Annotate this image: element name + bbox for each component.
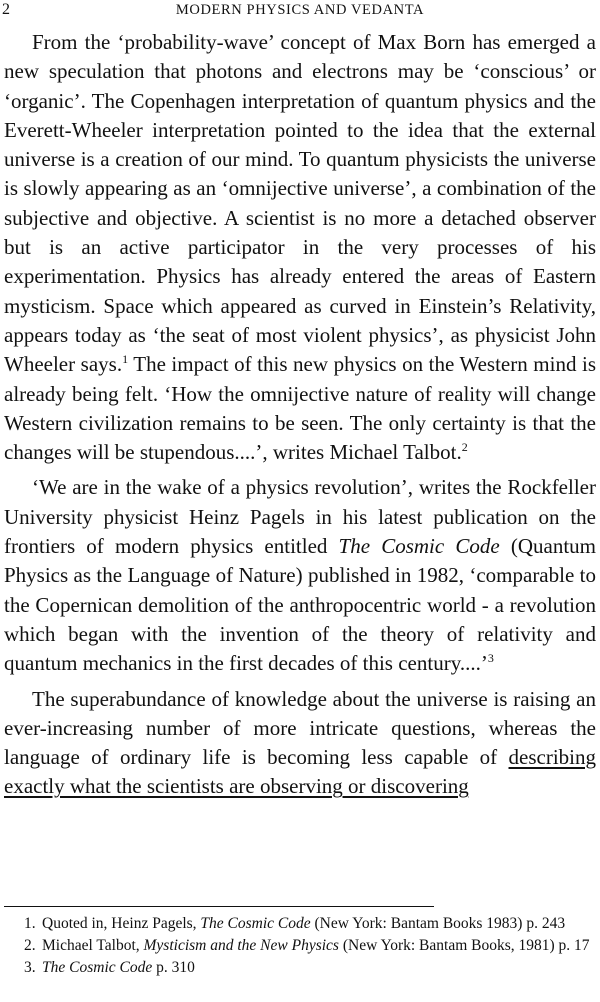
- footnote-text: p. 310: [152, 959, 195, 976]
- footnote-text: (New York: Bantam Books, 1981) p. 17: [338, 937, 590, 954]
- body-text: [4, 28, 596, 802]
- paragraph-2-text-b: (Quantum Physics as the Language of Nature) published in 1982, ‘comparable to the Copernican demolition of the anthropocentric world - a revolution which began with the invention of the theory of relativity and quantum mechanics in the first decades of this century....’: [4, 534, 596, 676]
- footnote-title: Mysticism and the New Physics: [143, 937, 339, 954]
- footnote-number: 3.: [24, 959, 36, 976]
- underlined-text: describing exactly what the scientists are observing or discovering: [4, 745, 596, 799]
- footnote-text: (New York: Bantam Books 1983) p. 243: [310, 915, 566, 932]
- paragraph-3-text-a: The superabundance of knowledge about the universe is raising an ever-increasing number of more intricate questions, whereas the language of ordinary life is becoming less capable of: [4, 686, 596, 770]
- footnote-number: 2.: [24, 937, 36, 954]
- footnote-ref-3: 3: [487, 651, 494, 666]
- footnote-ref-1: 1: [122, 352, 129, 367]
- footnote-3: [4, 958, 596, 977]
- paragraph-3: [4, 685, 596, 802]
- paragraph-1-text-b: The impact of this new physics on the Western mind is already being felt. ‘How the omnijective nature of reality will change Western civilization remains to be seen. The only certainty is that the changes will be stupendous....’, writes Michael Talbot.: [4, 352, 597, 465]
- footnote-title: The Cosmic Code: [200, 915, 311, 932]
- footnote-2: [4, 936, 596, 955]
- page-number: 2: [2, 1, 10, 18]
- paragraph-2: [4, 473, 596, 678]
- page-header: [0, 0, 600, 22]
- footnote-title: The Cosmic Code: [42, 959, 153, 976]
- footnote-number: 1.: [24, 915, 36, 932]
- paragraph-1-text-a: From the ‘probability-wave’ concept of Max Born has emerged a new speculation that photons and electrons may be ‘conscious’ or ‘organic’. The Copenhagen interpretation of quantum physics and the Everett-Wheeler interpretation pointed to the idea that the external universe is a creation of our mind. To quantum physicists the universe is slowly appearing as an ‘omnijective universe’, a combination of the subjective and objective. A scientist is no more a detached observer but is an active participator in the very processes of his experimentation. Physics has already entered the areas of Eastern mysticism. Space which appeared as curved in Einstein’s Relativity, appears today as ‘the seat of most violent physics’, as physicist John Wheeler says.: [4, 30, 596, 377]
- book-title: The Cosmic Code: [338, 534, 500, 559]
- footnote-divider: [4, 906, 434, 907]
- footnote-1: [4, 914, 596, 933]
- footnote-ref-2: 2: [461, 440, 468, 455]
- footnote-text: Quoted in, Heinz Pagels,: [42, 915, 201, 932]
- paragraph-1: [4, 28, 596, 467]
- paragraph-2-text-a: ‘We are in the wake of a physics revolution’, writes the Rockfeller University physicist Heinz Pagels in his latest publication on the frontiers of modern physics entitled: [4, 475, 596, 559]
- footnote-text: Michael Talbot,: [42, 937, 144, 954]
- footnotes: [4, 914, 596, 980]
- running-title: MODERN PHYSICS AND VEDANTA: [175, 2, 425, 18]
